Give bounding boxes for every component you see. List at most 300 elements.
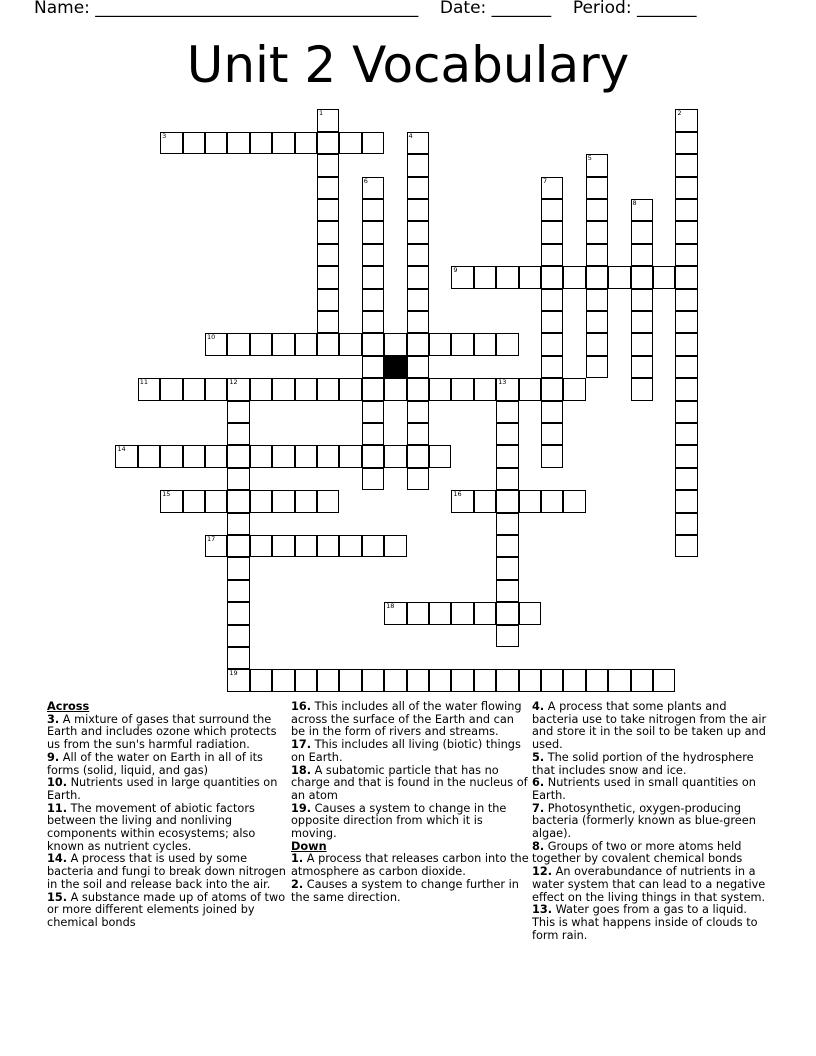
crossword-cell[interactable] bbox=[519, 669, 541, 691]
crossword-cell[interactable] bbox=[407, 132, 429, 154]
crossword-cell[interactable] bbox=[227, 647, 249, 669]
crossword-cell[interactable] bbox=[675, 445, 697, 467]
crossword-cell[interactable] bbox=[586, 289, 608, 311]
clue-number: 4. bbox=[532, 700, 545, 713]
down-heading: Down bbox=[291, 839, 327, 853]
crossword-cell[interactable] bbox=[362, 177, 384, 199]
crossword-cell[interactable] bbox=[317, 244, 339, 266]
crossword-cell[interactable] bbox=[407, 154, 429, 176]
crossword-cell[interactable] bbox=[631, 333, 653, 355]
crossword-cell[interactable] bbox=[250, 445, 272, 467]
crossword-cell[interactable] bbox=[586, 177, 608, 199]
clue-number: 3 bbox=[162, 131, 167, 140]
crossword-cell[interactable] bbox=[339, 333, 361, 355]
crossword-cell[interactable] bbox=[407, 221, 429, 243]
across-clue bbox=[291, 765, 531, 803]
crossword-cell[interactable] bbox=[295, 535, 317, 557]
crossword-cell[interactable] bbox=[474, 669, 496, 691]
crossword-cell[interactable] bbox=[541, 221, 563, 243]
crossword-cell[interactable] bbox=[362, 669, 384, 691]
clue-number: 3. bbox=[47, 712, 60, 726]
crossword-cell[interactable] bbox=[451, 333, 473, 355]
crossword-cell[interactable] bbox=[541, 244, 563, 266]
clue-text: This includes all living (biotic) things on Earth. bbox=[291, 738, 521, 764]
clue-number: 5. bbox=[532, 750, 545, 764]
clue-text: All of the water on Earth in all of its forms (solid, liquid, and gas) bbox=[47, 750, 263, 777]
crossword-cell[interactable] bbox=[429, 602, 451, 624]
clue-text: A process that releases carbon into the atmosphere as carbon dioxide. bbox=[291, 852, 529, 879]
clue-number: 2. bbox=[291, 877, 304, 891]
crossword-cell[interactable] bbox=[272, 669, 294, 691]
crossword-cell[interactable] bbox=[250, 378, 272, 400]
crossword-cell[interactable] bbox=[227, 423, 249, 445]
clue-number: 8. bbox=[532, 839, 545, 853]
down-clue bbox=[532, 866, 772, 904]
clue-number: 1. bbox=[291, 852, 304, 866]
crossword-cell[interactable] bbox=[317, 132, 339, 154]
crossword-cell[interactable] bbox=[519, 490, 541, 512]
crossword-cell[interactable] bbox=[541, 289, 563, 311]
clue-text: Photosynthetic, oxygen-producing bacteria (formerly known as blue-green algae). bbox=[532, 801, 756, 841]
crossword-cell[interactable] bbox=[339, 669, 361, 691]
clue-number: 10 bbox=[206, 333, 216, 342]
crossword-cell[interactable] bbox=[675, 513, 697, 535]
clue-number: 1 bbox=[318, 109, 324, 118]
crossword-cell[interactable] bbox=[205, 132, 227, 154]
crossword-cell[interactable] bbox=[407, 401, 429, 423]
crossword-cell[interactable] bbox=[496, 468, 518, 490]
clue-text: Groups of two or more atoms held together by covalent chemical bonds bbox=[532, 839, 743, 866]
crossword-cell[interactable] bbox=[384, 669, 406, 691]
down-clue bbox=[291, 853, 531, 878]
clue-text: A mixture of gases that surround the Earth and includes ozone which protects us from the sun's harmful radiation. bbox=[47, 712, 277, 752]
crossword-cell[interactable] bbox=[496, 535, 518, 557]
crossword-cell[interactable] bbox=[631, 356, 653, 378]
black-cell bbox=[384, 356, 406, 378]
crossword-cell[interactable] bbox=[205, 490, 227, 512]
crossword-cell[interactable] bbox=[675, 333, 697, 355]
crossword-cell[interactable] bbox=[631, 221, 653, 243]
crossword-cell[interactable] bbox=[205, 445, 227, 467]
crossword-cell[interactable] bbox=[362, 423, 384, 445]
crossword-cell[interactable] bbox=[474, 378, 496, 400]
across-clue bbox=[47, 752, 287, 777]
crossword-cell[interactable] bbox=[407, 602, 429, 624]
crossword-cell[interactable] bbox=[519, 378, 541, 400]
crossword-cell[interactable] bbox=[675, 423, 697, 445]
crossword-cell[interactable] bbox=[474, 266, 496, 288]
crossword-cell[interactable] bbox=[653, 669, 675, 691]
crossword-cell[interactable] bbox=[675, 177, 697, 199]
clue-number: 11. bbox=[47, 801, 68, 815]
crossword-cell[interactable] bbox=[675, 401, 697, 423]
crossword-cell[interactable] bbox=[227, 625, 249, 647]
crossword-cell[interactable] bbox=[675, 244, 697, 266]
crossword-cell[interactable] bbox=[183, 445, 205, 467]
crossword-cell[interactable] bbox=[317, 535, 339, 557]
clue-number: 18 bbox=[386, 602, 395, 611]
clue-number: 7 bbox=[542, 176, 548, 185]
crossword-cell[interactable] bbox=[250, 333, 272, 355]
crossword-cell[interactable] bbox=[384, 602, 406, 624]
crossword-cell[interactable] bbox=[272, 490, 294, 512]
crossword-cell[interactable] bbox=[474, 602, 496, 624]
clues-column-1 bbox=[47, 701, 287, 930]
crossword-cell[interactable] bbox=[586, 356, 608, 378]
crossword-cell[interactable] bbox=[541, 311, 563, 333]
crossword-cell[interactable] bbox=[407, 468, 429, 490]
across-clue bbox=[291, 739, 531, 764]
crossword-cell[interactable] bbox=[339, 132, 361, 154]
crossword-cell[interactable] bbox=[451, 602, 473, 624]
crossword-cell[interactable] bbox=[586, 244, 608, 266]
down-clue bbox=[532, 777, 772, 802]
crossword-cell[interactable] bbox=[451, 669, 473, 691]
clue-text: A process that is used by some bacteria and fungi to break down nitrogen in the soil and release back into the air. bbox=[47, 852, 286, 891]
crossword-cell[interactable] bbox=[675, 468, 697, 490]
down-clue bbox=[532, 752, 772, 777]
clue-number: 2 bbox=[677, 109, 682, 118]
clue-number: 12. bbox=[532, 865, 553, 879]
across-clue bbox=[47, 892, 287, 930]
crossword-cell[interactable] bbox=[339, 445, 361, 467]
crossword-cell[interactable] bbox=[541, 333, 563, 355]
crossword-cell[interactable] bbox=[407, 289, 429, 311]
crossword-cell[interactable] bbox=[608, 669, 630, 691]
clue-text: A substance made up of atoms of two or more different elements joined by chemical bonds bbox=[47, 890, 286, 929]
crossword-cell[interactable] bbox=[317, 378, 339, 400]
crossword-cell[interactable] bbox=[451, 378, 473, 400]
crossword-cell[interactable] bbox=[227, 468, 249, 490]
crossword-cell[interactable] bbox=[407, 244, 429, 266]
clue-text: An overabundance of nutrients in a water system that can lead to a negative effect on the living things in that system. bbox=[532, 865, 766, 904]
clue-text: The solid portion of the hydrosphere that includes snow and ice. bbox=[532, 750, 754, 777]
crossword-cell[interactable] bbox=[653, 266, 675, 288]
crossword-cell[interactable] bbox=[317, 177, 339, 199]
across-clue bbox=[47, 803, 287, 854]
student-info-header bbox=[34, 0, 696, 18]
crossword-cell[interactable] bbox=[631, 289, 653, 311]
crossword-cell[interactable] bbox=[295, 132, 317, 154]
crossword-cell[interactable] bbox=[541, 378, 563, 400]
crossword-cell[interactable] bbox=[407, 669, 429, 691]
crossword-cell[interactable] bbox=[586, 333, 608, 355]
clue-number: 18. bbox=[291, 763, 312, 777]
clue-number: 16. bbox=[291, 700, 312, 713]
crossword-cell[interactable] bbox=[474, 490, 496, 512]
crossword-cell[interactable] bbox=[205, 378, 227, 400]
crossword-cell[interactable] bbox=[317, 221, 339, 243]
crossword-cell[interactable] bbox=[586, 154, 608, 176]
crossword-cell[interactable] bbox=[227, 669, 249, 691]
crossword-cell[interactable] bbox=[362, 445, 384, 467]
crossword-cell[interactable] bbox=[205, 535, 227, 557]
crossword-cell[interactable] bbox=[496, 266, 518, 288]
crossword-cell[interactable] bbox=[407, 311, 429, 333]
crossword-cell[interactable] bbox=[317, 311, 339, 333]
crossword-cell[interactable] bbox=[272, 132, 294, 154]
clue-number: 19 bbox=[229, 669, 238, 678]
crossword-cell[interactable] bbox=[407, 445, 429, 467]
crossword-cell[interactable] bbox=[519, 602, 541, 624]
clue-number: 12 bbox=[229, 378, 238, 387]
crossword-cell[interactable] bbox=[586, 199, 608, 221]
clue-number: 19. bbox=[291, 801, 312, 815]
across-heading: Across bbox=[47, 700, 90, 713]
crossword-cell[interactable] bbox=[496, 378, 518, 400]
crossword-cell[interactable] bbox=[384, 445, 406, 467]
crossword-cell[interactable] bbox=[541, 423, 563, 445]
crossword-cell[interactable] bbox=[384, 535, 406, 557]
clue-number: 13. bbox=[532, 903, 553, 917]
crossword-cell[interactable] bbox=[563, 266, 585, 288]
crossword-cell[interactable] bbox=[362, 266, 384, 288]
crossword-cell[interactable] bbox=[496, 333, 518, 355]
crossword-cell[interactable] bbox=[429, 333, 451, 355]
crossword-cell[interactable] bbox=[496, 625, 518, 647]
crossword-cell[interactable] bbox=[541, 445, 563, 467]
crossword-cell[interactable] bbox=[138, 378, 160, 400]
crossword-cell[interactable] bbox=[250, 490, 272, 512]
clue-number: 9 bbox=[453, 266, 458, 275]
crossword-cell[interactable] bbox=[451, 266, 473, 288]
clue-number: 6. bbox=[532, 776, 545, 790]
crossword-cell[interactable] bbox=[586, 221, 608, 243]
crossword-cell[interactable] bbox=[496, 423, 518, 445]
crossword-cell[interactable] bbox=[272, 535, 294, 557]
clue-number: 8 bbox=[632, 198, 637, 207]
crossword-cell[interactable] bbox=[227, 401, 249, 423]
clue-number: 7. bbox=[532, 801, 545, 815]
clue-number: 17 bbox=[206, 534, 216, 543]
crossword-cell[interactable] bbox=[675, 289, 697, 311]
crossword-cell[interactable] bbox=[631, 266, 653, 288]
clue-text: Causes a system to change in the opposite direction from which it is moving. bbox=[291, 801, 507, 841]
crossword-cell[interactable] bbox=[183, 132, 205, 154]
crossword-cell[interactable] bbox=[295, 333, 317, 355]
crossword-cell[interactable] bbox=[496, 513, 518, 535]
crossword-cell[interactable] bbox=[407, 356, 429, 378]
crossword-cell[interactable] bbox=[675, 490, 697, 512]
clue-number: 17. bbox=[291, 738, 312, 752]
crossword-cell[interactable] bbox=[541, 356, 563, 378]
crossword-cell[interactable] bbox=[272, 445, 294, 467]
clue-text: A subatomic particle that has no charge and that is found in the nucleus of an atom bbox=[291, 763, 528, 802]
crossword-cell[interactable] bbox=[227, 378, 249, 400]
crossword-cell[interactable] bbox=[317, 154, 339, 176]
crossword-cell[interactable] bbox=[227, 557, 249, 579]
crossword-cell[interactable] bbox=[317, 266, 339, 288]
across-clue bbox=[291, 803, 531, 841]
crossword-cell[interactable] bbox=[586, 266, 608, 288]
clues-column-2 bbox=[291, 701, 531, 904]
crossword-cell[interactable] bbox=[429, 378, 451, 400]
crossword-cell[interactable] bbox=[563, 490, 585, 512]
crossword-cell[interactable] bbox=[227, 132, 249, 154]
crossword-cell[interactable] bbox=[631, 311, 653, 333]
crossword-cell[interactable] bbox=[675, 535, 697, 557]
across-clue bbox=[47, 777, 287, 802]
crossword-cell[interactable] bbox=[362, 221, 384, 243]
crossword-cell[interactable] bbox=[362, 378, 384, 400]
crossword-cell[interactable] bbox=[608, 266, 630, 288]
crossword-cell[interactable] bbox=[138, 445, 160, 467]
crossword-cell[interactable] bbox=[362, 535, 384, 557]
crossword-cell[interactable] bbox=[631, 378, 653, 400]
crossword-cell[interactable] bbox=[407, 199, 429, 221]
clue-number: 15 bbox=[162, 490, 171, 499]
crossword-cell[interactable] bbox=[519, 266, 541, 288]
crossword-cell[interactable] bbox=[250, 669, 272, 691]
down-clue bbox=[291, 879, 531, 904]
clue-text: Nutrients used in large quantities on Earth. bbox=[47, 776, 278, 802]
crossword-cell[interactable] bbox=[541, 669, 563, 691]
crossword-cell[interactable] bbox=[541, 177, 563, 199]
clue-number: 14 bbox=[117, 445, 126, 454]
crossword-cell[interactable] bbox=[675, 266, 697, 288]
crossword-cell[interactable] bbox=[384, 333, 406, 355]
crossword-cell[interactable] bbox=[563, 378, 585, 400]
crossword-cell[interactable] bbox=[586, 669, 608, 691]
crossword-cell[interactable] bbox=[384, 378, 406, 400]
name-field[interactable]: Name: ______________________________________ bbox=[34, 0, 419, 18]
clue-text: This includes all of the water flowing across the surface of the Earth and can be in the form of rivers and streams. bbox=[291, 700, 522, 739]
crossword-cell[interactable] bbox=[586, 311, 608, 333]
crossword-cell[interactable] bbox=[317, 669, 339, 691]
crossword-cell[interactable] bbox=[362, 244, 384, 266]
crossword-cell[interactable] bbox=[227, 602, 249, 624]
crossword-cell[interactable] bbox=[496, 490, 518, 512]
clue-number: 9. bbox=[47, 750, 60, 764]
clue-number: 6 bbox=[363, 176, 368, 185]
crossword-cell[interactable] bbox=[317, 289, 339, 311]
crossword-cell[interactable] bbox=[631, 199, 653, 221]
crossword-cell[interactable] bbox=[272, 333, 294, 355]
crossword-cell[interactable] bbox=[317, 445, 339, 467]
crossword-cell[interactable] bbox=[362, 356, 384, 378]
crossword-cell[interactable] bbox=[160, 490, 182, 512]
crossword-cell[interactable] bbox=[407, 378, 429, 400]
crossword-cell[interactable] bbox=[295, 378, 317, 400]
down-clue bbox=[532, 904, 772, 942]
page-title: Unit 2 Vocabulary bbox=[186, 36, 630, 94]
crossword-cell[interactable] bbox=[407, 333, 429, 355]
crossword-cell[interactable] bbox=[474, 333, 496, 355]
crossword-cell[interactable] bbox=[272, 378, 294, 400]
crossword-cell[interactable] bbox=[205, 333, 227, 355]
crossword-cell[interactable] bbox=[496, 557, 518, 579]
clue-number: 14. bbox=[47, 852, 68, 866]
crossword-cell[interactable] bbox=[563, 669, 585, 691]
clue-text: Nutrients used in small quantities on Earth. bbox=[532, 776, 756, 802]
clue-number: 13 bbox=[498, 378, 507, 387]
crossword-cell[interactable] bbox=[250, 535, 272, 557]
clue-number: 11 bbox=[139, 378, 149, 387]
crossword-cell[interactable] bbox=[407, 177, 429, 199]
crossword-cell[interactable] bbox=[429, 445, 451, 467]
crossword-cell[interactable] bbox=[227, 445, 249, 467]
crossword-cell[interactable] bbox=[496, 580, 518, 602]
crossword-cell[interactable] bbox=[675, 109, 697, 131]
crossword-cell[interactable] bbox=[295, 669, 317, 691]
crossword-cell[interactable] bbox=[339, 535, 361, 557]
crossword-cell[interactable] bbox=[227, 513, 249, 535]
crossword-cell[interactable] bbox=[362, 132, 384, 154]
crossword-cell[interactable] bbox=[362, 468, 384, 490]
crossword-cell[interactable] bbox=[227, 490, 249, 512]
crossword-cell[interactable] bbox=[362, 333, 384, 355]
crossword-cell[interactable] bbox=[541, 266, 563, 288]
crossword-cell[interactable] bbox=[675, 311, 697, 333]
across-clue bbox=[291, 701, 531, 739]
crossword-cell[interactable] bbox=[675, 221, 697, 243]
crossword-cell[interactable] bbox=[631, 669, 653, 691]
clue-number: 15. bbox=[47, 890, 68, 904]
crossword-cell[interactable] bbox=[183, 490, 205, 512]
crossword-cell[interactable] bbox=[317, 109, 339, 131]
crossword-cell[interactable] bbox=[295, 490, 317, 512]
crossword-cell[interactable] bbox=[675, 378, 697, 400]
crossword-cell[interactable] bbox=[496, 445, 518, 467]
period-field[interactable]: Period: _______ bbox=[572, 0, 697, 18]
crossword-cell[interactable] bbox=[339, 378, 361, 400]
crossword-cell[interactable] bbox=[227, 535, 249, 557]
crossword-cell[interactable] bbox=[496, 602, 518, 624]
crossword-cell[interactable] bbox=[675, 199, 697, 221]
crossword-cell[interactable] bbox=[250, 132, 272, 154]
crossword-cell[interactable] bbox=[227, 580, 249, 602]
crossword-cell[interactable] bbox=[675, 356, 697, 378]
clue-number: 4 bbox=[408, 131, 413, 140]
crossword-cell[interactable] bbox=[317, 333, 339, 355]
crossword-cell[interactable] bbox=[160, 445, 182, 467]
crossword-cell[interactable] bbox=[451, 490, 473, 512]
down-clue bbox=[532, 701, 772, 752]
clues-column-3 bbox=[532, 701, 772, 942]
crossword-cell[interactable] bbox=[631, 244, 653, 266]
clue-text: The movement of abiotic factors between the living and nonliving components within ecosystems; also known as nutrient cycles. bbox=[47, 801, 256, 853]
crossword-cell[interactable] bbox=[362, 289, 384, 311]
crossword-cell[interactable] bbox=[675, 132, 697, 154]
crossword-cell[interactable] bbox=[317, 490, 339, 512]
down-clue bbox=[532, 841, 772, 866]
crossword-cell[interactable] bbox=[675, 154, 697, 176]
crossword-cell[interactable] bbox=[496, 401, 518, 423]
crossword-cell[interactable] bbox=[362, 311, 384, 333]
across-clue bbox=[47, 714, 287, 752]
crossword-cell[interactable] bbox=[496, 669, 518, 691]
crossword-cell[interactable] bbox=[317, 199, 339, 221]
crossword-cell[interactable] bbox=[429, 669, 451, 691]
crossword-cell[interactable] bbox=[541, 490, 563, 512]
crossword-cell[interactable] bbox=[160, 132, 182, 154]
crossword-cell[interactable] bbox=[115, 445, 137, 467]
crossword-cell[interactable] bbox=[295, 445, 317, 467]
crossword-cell[interactable] bbox=[541, 401, 563, 423]
clue-number: 16 bbox=[453, 490, 462, 499]
crossword-cell[interactable] bbox=[362, 401, 384, 423]
crossword-cell[interactable] bbox=[407, 266, 429, 288]
crossword-cell[interactable] bbox=[541, 199, 563, 221]
date-field[interactable]: Date: _______ bbox=[439, 0, 552, 18]
crossword-cell[interactable] bbox=[160, 378, 182, 400]
crossword-cell[interactable] bbox=[362, 199, 384, 221]
crossword-cell[interactable] bbox=[183, 378, 205, 400]
clue-number: 10. bbox=[47, 776, 68, 790]
crossword-cell[interactable] bbox=[407, 423, 429, 445]
down-clue bbox=[532, 803, 772, 841]
crossword-cell[interactable] bbox=[227, 333, 249, 355]
